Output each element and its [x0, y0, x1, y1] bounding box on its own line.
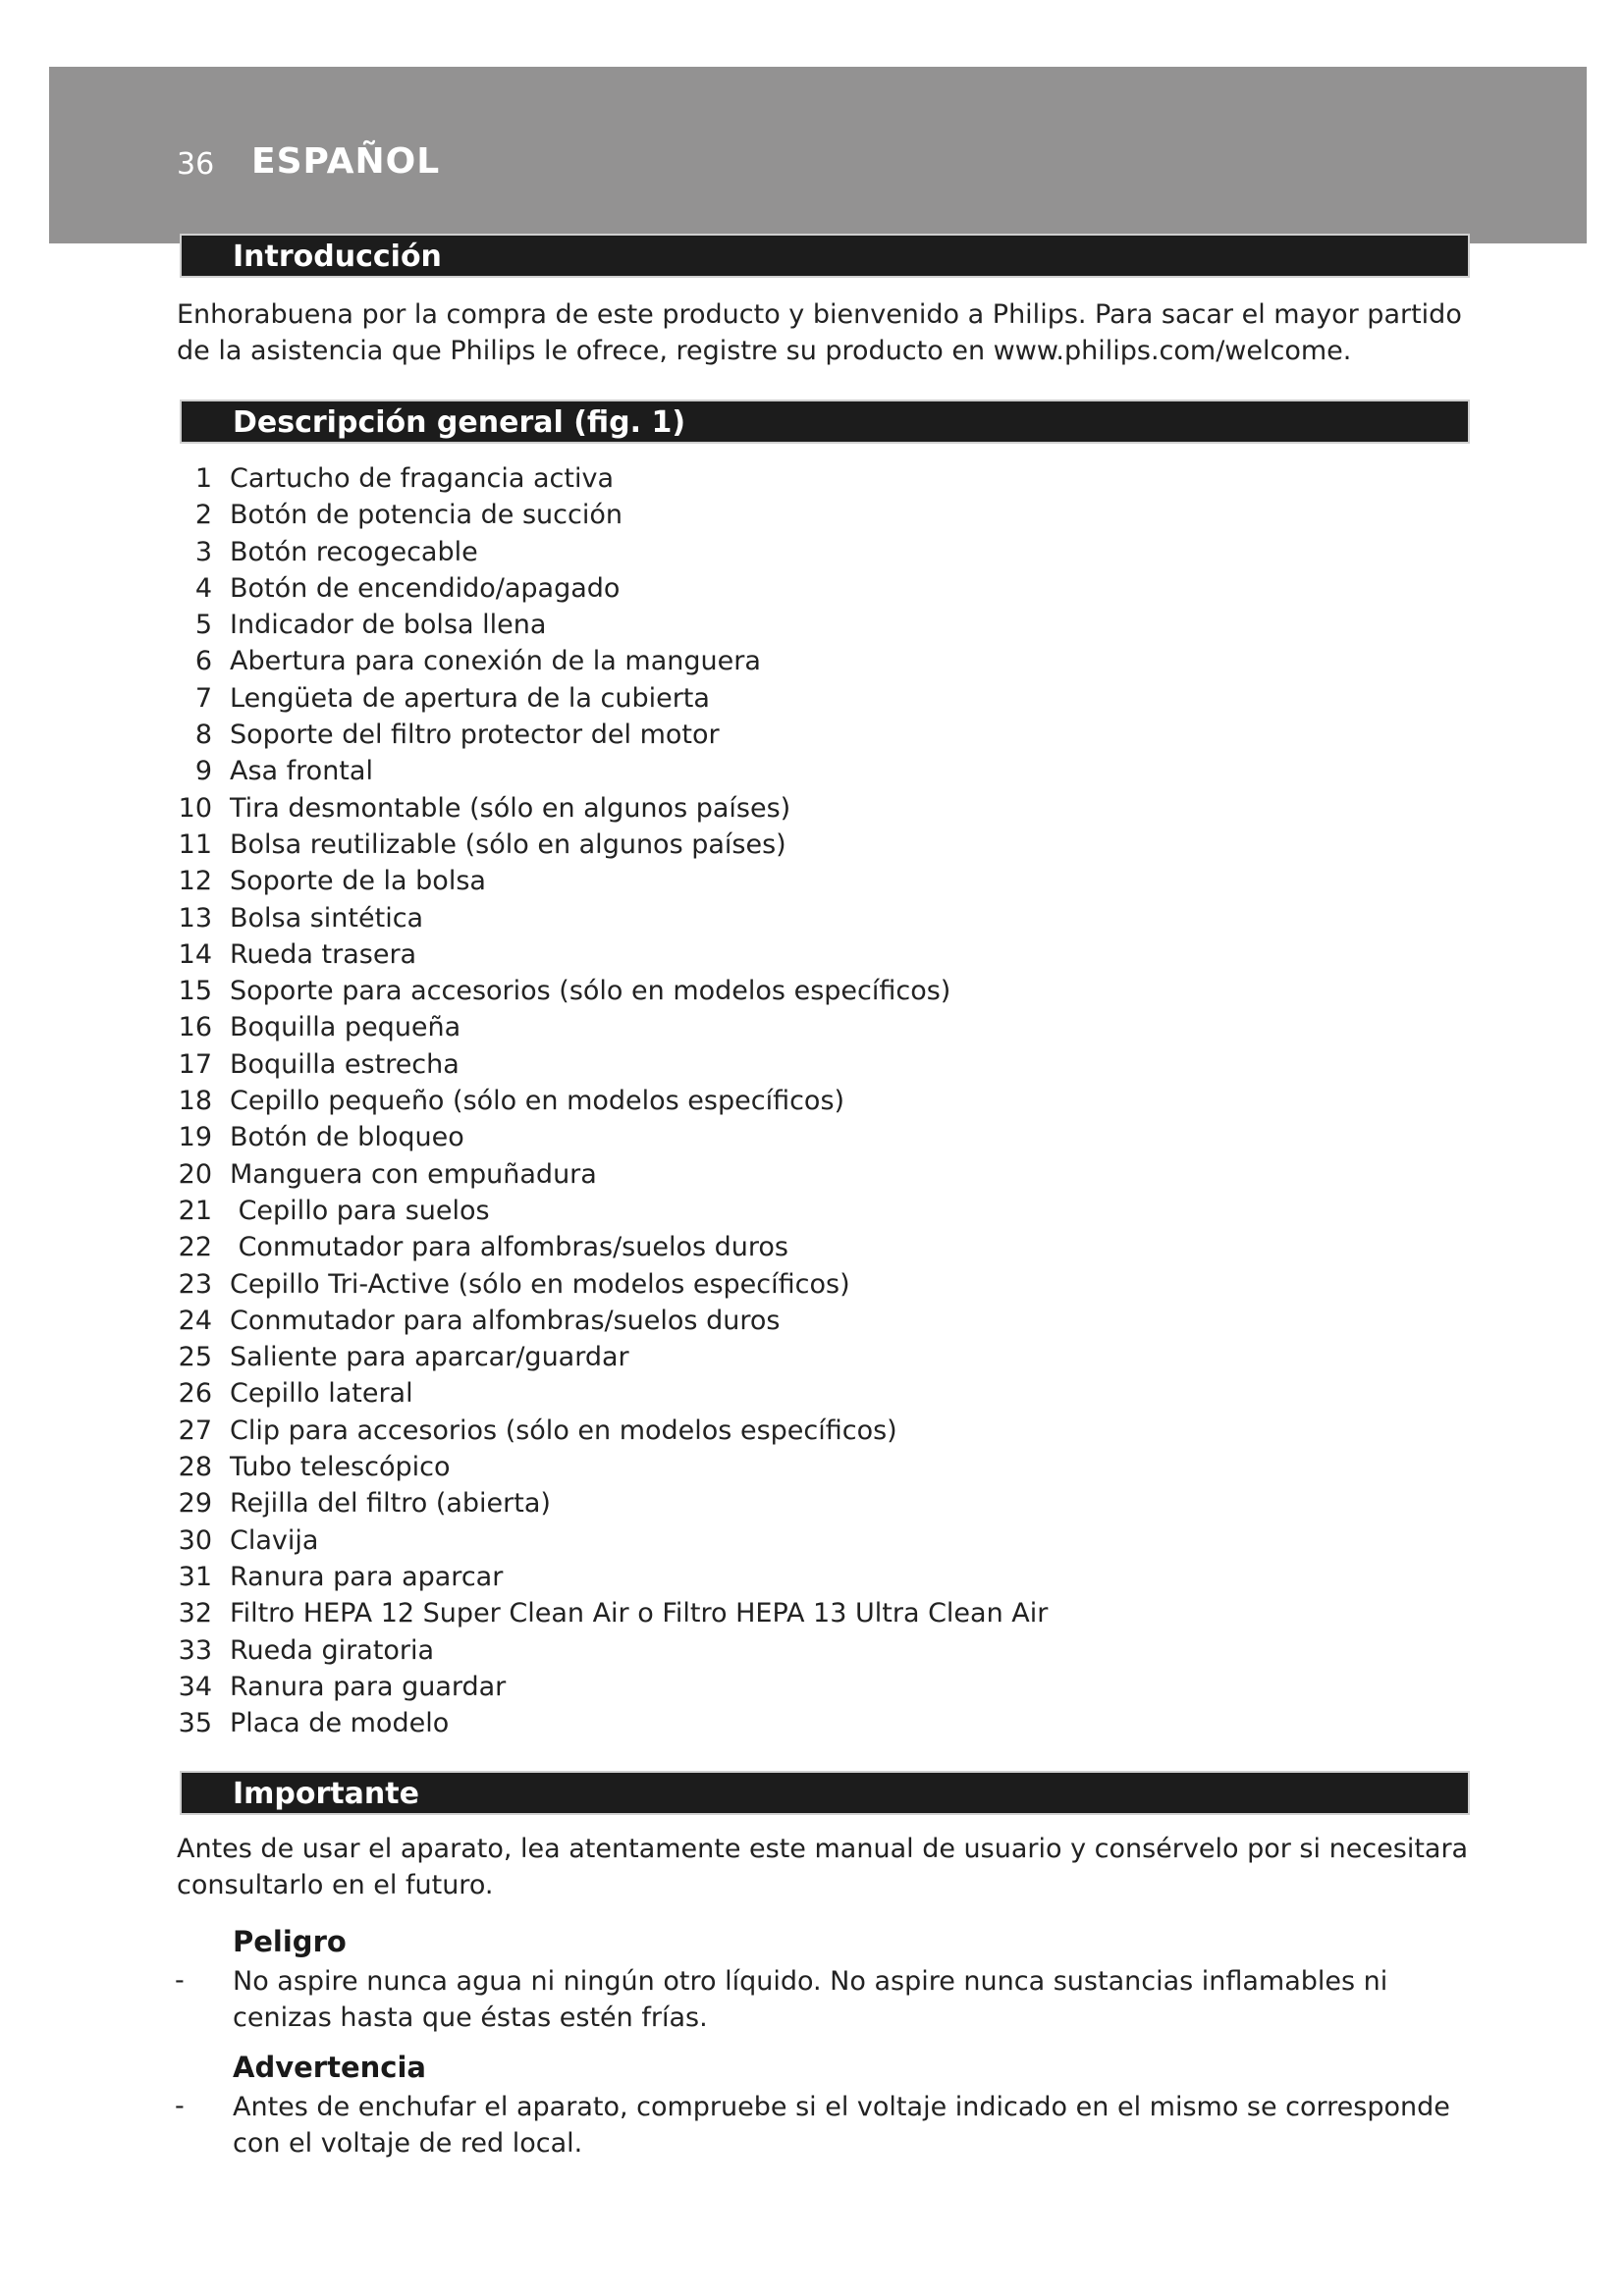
- list-item-text: Cepillo lateral: [230, 1378, 413, 1410]
- list-item-number: 24: [178, 1305, 212, 1336]
- list-item: [167, 680, 1247, 717]
- danger-heading: Peligro: [233, 1925, 347, 1958]
- list-item-number: 10: [178, 792, 212, 824]
- list-item-number: 34: [178, 1671, 212, 1702]
- list-item-number: 26: [178, 1378, 212, 1410]
- list-item: [167, 1595, 1247, 1631]
- overview-list: [167, 460, 1247, 1741]
- list-item-number: 5: [194, 610, 212, 641]
- intro-paragraph: Enhorabuena por la compra de este producto y bienvenido a Philips. Para sacar el mayor partido de la asistencia que Philips le ofrece, registre su producto en www.philips.com/welcome.: [177, 299, 1462, 366]
- list-item: [167, 1559, 1247, 1595]
- list-item: [167, 753, 1247, 789]
- list-item-text: Soporte para accesorios (sólo en modelos específicos): [230, 976, 951, 1007]
- list-item: [167, 1009, 1247, 1045]
- list-item-text: Rueda trasera: [230, 938, 417, 970]
- list-item-number: 32: [178, 1598, 212, 1629]
- list-item: [167, 607, 1247, 643]
- list-item-text: Rejilla del filtro (abierta): [230, 1488, 551, 1520]
- list-item-number: 12: [178, 866, 212, 897]
- list-item-number: 27: [178, 1415, 212, 1446]
- warning-text: Antes de enchufar el aparato, compruebe si el voltaje indicado en el mismo se corresponde con el voltaje de red local.: [233, 2092, 1450, 2159]
- list-item: [167, 1705, 1247, 1741]
- list-item-text: Lengüeta de apertura de la cubierta: [230, 682, 710, 714]
- list-item: [167, 1156, 1247, 1193]
- list-item: [167, 900, 1247, 936]
- warning-heading: Advertencia: [233, 2051, 426, 2084]
- list-item: [167, 827, 1247, 863]
- list-item-text: Filtro HEPA 12 Super Clean Air o Filtro HEPA 13 Ultra Clean Air: [230, 1598, 1049, 1629]
- list-item: [167, 717, 1247, 753]
- danger-dash: -: [175, 1965, 185, 1996]
- list-item-number: 4: [194, 572, 212, 604]
- list-item: [167, 1485, 1247, 1522]
- list-item-text: Clavija: [230, 1524, 319, 1556]
- list-item-text: Botón recogecable: [230, 536, 478, 567]
- list-item-text: Boquilla estrecha: [230, 1048, 460, 1080]
- list-item: [167, 973, 1247, 1009]
- list-item: [167, 570, 1247, 607]
- list-item: [167, 1522, 1247, 1559]
- list-item-text: Boquilla pequeña: [230, 1012, 461, 1043]
- list-item-number: 35: [178, 1708, 212, 1739]
- list-item: [167, 1632, 1247, 1669]
- list-item-text: Clip para accesorios (sólo en modelos específicos): [230, 1415, 897, 1446]
- danger-text: No aspire nunca agua ni ningún otro líquido. No aspire nunca sustancias inflamables ni cenizas hasta que éstas estén frías.: [233, 1966, 1388, 2033]
- list-item-number: 33: [178, 1634, 212, 1666]
- list-item-number: 8: [194, 720, 212, 751]
- list-item: [167, 1193, 1247, 1229]
- list-item: [167, 1046, 1247, 1083]
- list-item-text: Cartucho de fragancia activa: [230, 463, 615, 494]
- list-item-number: 23: [178, 1268, 212, 1300]
- list-item: [167, 1119, 1247, 1155]
- list-item: [167, 1303, 1247, 1339]
- list-item-number: 21: [178, 1195, 212, 1226]
- list-item-number: 16: [178, 1012, 212, 1043]
- list-item-text: Soporte de la bolsa: [230, 866, 486, 897]
- list-item-number: 17: [178, 1048, 212, 1080]
- list-item-text: Botón de bloqueo: [230, 1122, 464, 1153]
- list-item-text: Asa frontal: [230, 756, 373, 787]
- list-item-text: Ranura para aparcar: [230, 1561, 504, 1592]
- list-item: [167, 1083, 1247, 1119]
- important-paragraph: Antes de usar el aparato, lea atentamente este manual de usuario y consérvelo por si necesitara consultarlo en el futuro.: [177, 1834, 1469, 1900]
- list-item: [167, 1375, 1247, 1412]
- list-item-text: Tira desmontable (sólo en algunos países): [230, 792, 791, 824]
- list-item: [167, 863, 1247, 899]
- list-item-text: Botón de encendido/apagado: [230, 572, 621, 604]
- list-item: [167, 1266, 1247, 1303]
- list-item-number: 22: [178, 1232, 212, 1263]
- warning-dash: -: [175, 2091, 185, 2121]
- list-item-text: Conmutador para alfombras/suelos duros: [230, 1305, 781, 1336]
- list-item-text: Abertura para conexión de la manguera: [230, 646, 761, 677]
- section-title-important: Importante: [233, 1777, 419, 1811]
- list-item-text: Rueda giratoria: [230, 1634, 435, 1666]
- list-item-text: Indicador de bolsa llena: [230, 610, 547, 641]
- page-number: 36: [177, 147, 215, 182]
- section-title-introduction: Introducción: [233, 240, 442, 274]
- list-item-number: 29: [178, 1488, 212, 1520]
- list-item: [167, 497, 1247, 533]
- list-item: [167, 1413, 1247, 1449]
- list-item-number: 13: [178, 902, 212, 934]
- list-item-number: 1: [194, 463, 212, 494]
- list-item: [167, 790, 1247, 827]
- list-item-number: 14: [178, 938, 212, 970]
- list-item-number: 7: [194, 682, 212, 714]
- list-item-text: Soporte del filtro protector del motor: [230, 720, 720, 751]
- list-item-number: 15: [178, 976, 212, 1007]
- list-item-text: Cepillo Tri-Active (sólo en modelos específicos): [230, 1268, 850, 1300]
- list-item: [167, 1449, 1247, 1485]
- section-bar-overview: [180, 400, 1470, 444]
- list-item-number: 25: [178, 1342, 212, 1373]
- list-item-number: 2: [194, 500, 212, 531]
- list-item: [167, 460, 1247, 497]
- list-item-number: 9: [194, 756, 212, 787]
- list-item-number: 18: [178, 1086, 212, 1117]
- list-item: [167, 1339, 1247, 1375]
- list-item-number: 6: [194, 646, 212, 677]
- list-item-text: Ranura para guardar: [230, 1671, 507, 1702]
- list-item-text: Saliente para aparcar/guardar: [230, 1342, 629, 1373]
- list-item-text: Bolsa sintética: [230, 902, 424, 934]
- list-item-text: Placa de modelo: [230, 1708, 450, 1739]
- section-bar-introduction: [180, 234, 1470, 278]
- list-item-number: 30: [178, 1524, 212, 1556]
- list-item: [167, 936, 1247, 973]
- section-title-overview: Descripción general (fig. 1): [233, 405, 686, 440]
- list-item-number: 31: [178, 1561, 212, 1592]
- list-item-text: Cepillo para suelos: [230, 1195, 490, 1226]
- list-item-number: 19: [178, 1122, 212, 1153]
- list-item: [167, 1669, 1247, 1705]
- list-item-text: Bolsa reutilizable (sólo en algunos países): [230, 828, 786, 860]
- list-item-number: 28: [178, 1452, 212, 1483]
- list-item-number: 3: [194, 536, 212, 567]
- list-item-number: 20: [178, 1158, 212, 1190]
- list-item-number: 11: [178, 828, 212, 860]
- list-item-text: Tubo telescópico: [230, 1452, 451, 1483]
- list-item-text: Cepillo pequeño (sólo en modelos específicos): [230, 1086, 845, 1117]
- section-bar-important: [180, 1771, 1470, 1815]
- language-heading: ESPAÑOL: [251, 141, 441, 182]
- list-item: [167, 1229, 1247, 1265]
- list-item-text: Botón de potencia de succión: [230, 500, 623, 531]
- list-item: [167, 643, 1247, 679]
- list-item-text: Manguera con empuñadura: [230, 1158, 597, 1190]
- list-item-text: Conmutador para alfombras/suelos duros: [230, 1232, 788, 1263]
- list-item: [167, 534, 1247, 570]
